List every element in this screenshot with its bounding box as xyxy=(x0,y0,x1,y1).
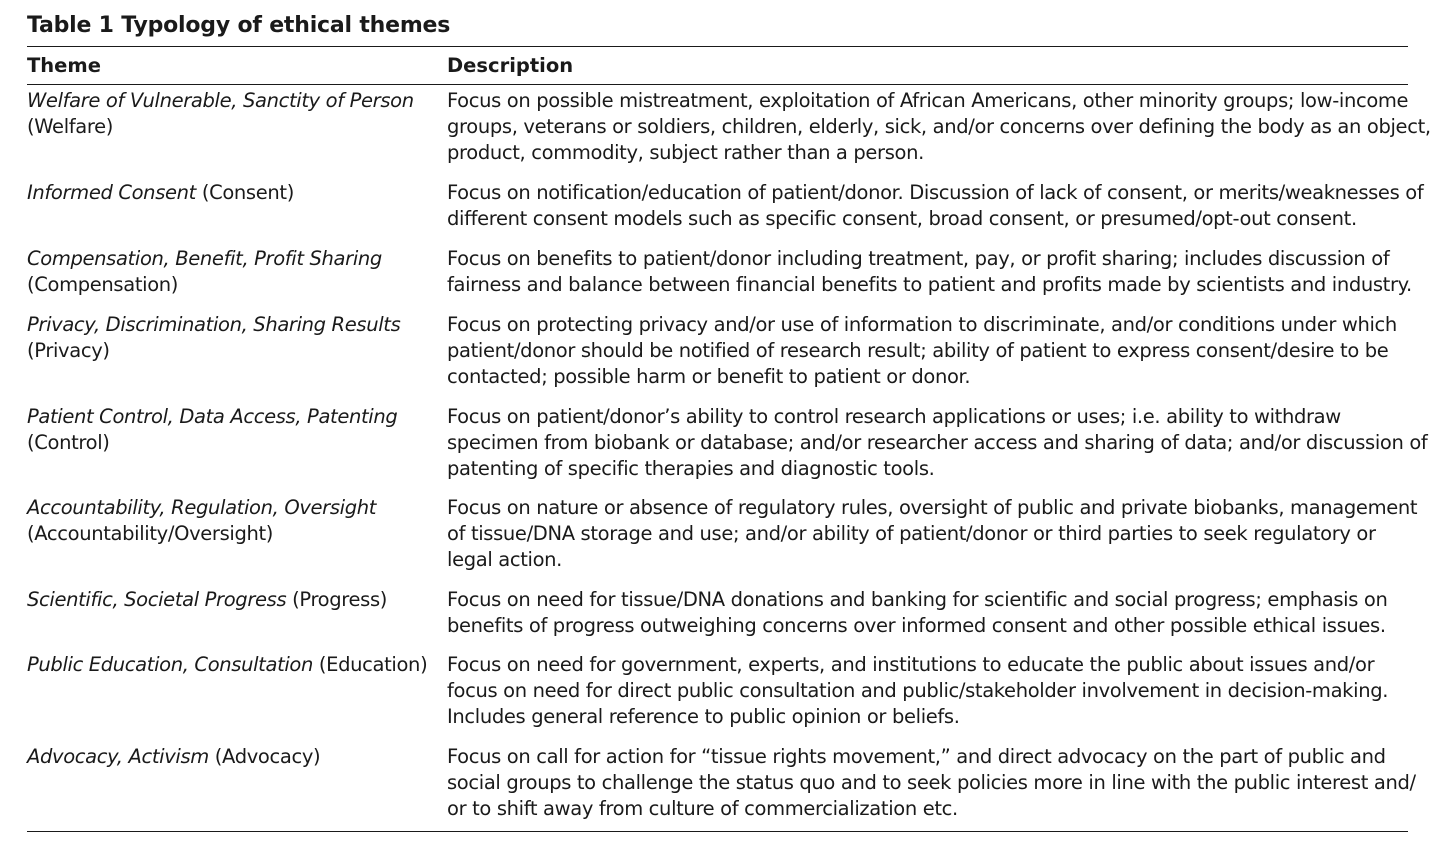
description-line: of tissue/DNA storage and use; and/or ability of patient/donor or third parties to seek regulatory or xyxy=(447,522,1376,545)
description-cell xyxy=(447,587,1408,639)
description-cell xyxy=(447,88,1431,166)
theme-name: Compensation, Benefit, Profit Sharing xyxy=(27,247,382,270)
theme-cell xyxy=(27,652,447,678)
theme-short-name: (Welfare) xyxy=(27,115,114,138)
table-row xyxy=(27,495,1418,573)
theme-name: Accountability, Regulation, Oversight xyxy=(27,496,377,519)
description-line: Focus on patient/donor’s ability to control research applications or uses; i.e. ability to withdraw xyxy=(447,405,1341,428)
table-row xyxy=(27,312,1408,390)
theme-cell xyxy=(27,312,447,364)
description-cell xyxy=(447,495,1418,573)
theme-short-name: (Education) xyxy=(313,653,428,676)
table-bottom-rule xyxy=(27,831,1408,832)
theme-line xyxy=(27,246,447,272)
description-line: or to shift away from culture of commercialization etc. xyxy=(447,797,958,820)
description-line: patenting of specific therapies and diagnostic tools. xyxy=(447,457,935,480)
description-cell xyxy=(447,246,1412,298)
theme-cell xyxy=(27,246,447,298)
theme-short-name: (Advocacy) xyxy=(208,745,321,768)
table-row xyxy=(27,88,1431,166)
theme-line xyxy=(27,404,447,430)
description-line: contacted; possible harm or benefit to patient or donor. xyxy=(447,365,971,388)
table-header-rule xyxy=(27,84,1408,85)
description-line: specimen from biobank or database; and/or researcher access and sharing of data; and/or discussion of xyxy=(447,431,1428,454)
theme-short-name: (Consent) xyxy=(195,181,294,204)
theme-line xyxy=(27,587,447,613)
table-header-row xyxy=(27,51,1408,81)
theme-short-name: (Accountability/Oversight) xyxy=(27,522,274,545)
description-line: different consent models such as specific consent, broad consent, or presumed/opt-out consent. xyxy=(447,207,1357,230)
description-cell xyxy=(447,652,1408,730)
theme-line xyxy=(27,744,447,770)
description-cell xyxy=(447,404,1428,482)
description-line: Focus on notification/education of patient/donor. Discussion of lack of consent, or merits/weaknesses of xyxy=(447,181,1424,204)
table-row xyxy=(27,744,1416,822)
theme-cell xyxy=(27,404,447,456)
theme-short-name: (Progress) xyxy=(286,588,388,611)
table-row xyxy=(27,587,1408,639)
description-line: social groups to challenge the status quo and to seek policies more in line with the public interest and/ xyxy=(447,771,1416,794)
description-cell xyxy=(447,180,1424,232)
description-line: Focus on call for action for “tissue rights movement,” and direct advocacy on the part of public and xyxy=(447,745,1386,768)
description-line: groups, veterans or soldiers, children, elderly, sick, and/or concerns over defining the body as an object, xyxy=(447,115,1431,138)
theme-name: Advocacy, Activism xyxy=(27,745,209,768)
table-row xyxy=(27,180,1424,232)
table-row xyxy=(27,246,1412,298)
theme-line xyxy=(27,652,447,678)
table-row xyxy=(27,404,1428,482)
theme-short-name: (Privacy) xyxy=(27,339,110,362)
table-row xyxy=(27,652,1408,730)
description-line: Focus on need for tissue/DNA donations and banking for scientific and social progress; emphasis on xyxy=(447,588,1388,611)
description-line: legal action. xyxy=(447,548,563,571)
description-line: patient/donor should be notified of research result; ability of patient to express consent/desire to be xyxy=(447,339,1389,362)
theme-name: Privacy, Discrimination, Sharing Results xyxy=(27,313,401,336)
theme-name: Welfare of Vulnerable, Sanctity of Person xyxy=(27,89,414,112)
description-line: Includes general reference to public opinion or beliefs. xyxy=(447,705,960,728)
theme-name: Informed Consent xyxy=(27,181,196,204)
theme-line xyxy=(27,312,447,338)
description-line: Focus on benefits to patient/donor including treatment, pay, or profit sharing; includes discussion of xyxy=(447,247,1390,270)
theme-cell xyxy=(27,495,447,547)
description-cell xyxy=(447,312,1408,390)
theme-column-header: Theme xyxy=(27,54,101,77)
table-top-rule xyxy=(27,46,1408,47)
theme-cell xyxy=(27,744,447,770)
description-line: fairness and balance between financial benefits to patient and profits made by scientists and industry. xyxy=(447,273,1412,296)
description-line: product, commodity, subject rather than a person. xyxy=(447,141,924,164)
theme-cell xyxy=(27,587,447,613)
description-line: Focus on nature or absence of regulatory rules, oversight of public and private biobanks, management xyxy=(447,496,1418,519)
theme-line xyxy=(27,180,447,206)
theme-name: Public Education, Consultation xyxy=(27,653,314,676)
theme-cell xyxy=(27,88,447,140)
description-line: focus on need for direct public consultation and public/stakeholder involvement in decision-making. xyxy=(447,679,1389,702)
description-line: benefits of progress outweighing concerns over informed consent and other possible ethical issues. xyxy=(447,614,1386,637)
theme-name: Patient Control, Data Access, Patenting xyxy=(27,405,398,428)
theme-short-name: (Compensation) xyxy=(27,273,179,296)
description-line: Focus on possible mistreatment, exploitation of African Americans, other minority groups; low-income xyxy=(447,89,1409,112)
table-title: Table 1 Typology of ethical themes xyxy=(27,13,451,38)
theme-line xyxy=(27,495,447,521)
theme-short-name: (Control) xyxy=(27,431,110,454)
theme-cell xyxy=(27,180,447,206)
description-cell xyxy=(447,744,1416,822)
description-line: Focus on protecting privacy and/or use of information to discriminate, and/or conditions under which xyxy=(447,313,1397,336)
description-column-header: Description xyxy=(447,54,574,77)
theme-line xyxy=(27,88,447,114)
description-line: Focus on need for government, experts, and institutions to educate the public about issues and/or xyxy=(447,653,1375,676)
theme-name: Scientific, Societal Progress xyxy=(27,588,287,611)
